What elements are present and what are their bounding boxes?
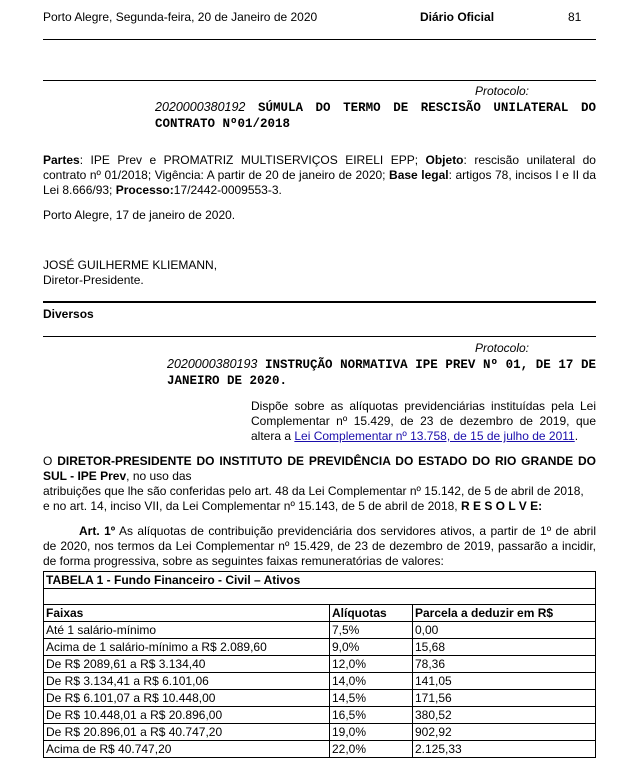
row-range: Acima de R$ 40.747,20 xyxy=(44,741,330,758)
notice1-protocol-label: Protocolo: xyxy=(474,84,529,98)
legal-basis-label: Base legal xyxy=(389,168,449,182)
article-1 xyxy=(43,524,596,569)
row-rate: 19,0% xyxy=(330,724,413,741)
contribution-rates-table xyxy=(43,571,596,758)
row-rate: 16,5% xyxy=(330,707,413,724)
row-range: De R$ 20.896,01 a R$ 40.747,20 xyxy=(44,724,330,741)
header-faixas: Faixas xyxy=(44,605,330,622)
notice2-intro xyxy=(43,454,596,514)
signer-name: JOSÉ GUILHERME KLIEMANN, xyxy=(43,258,218,272)
intro-rest: , no uso das xyxy=(126,469,192,483)
row-range: Acima de 1 salário-mínimo a R$ 2.089,60 xyxy=(44,639,330,656)
table-row xyxy=(44,724,596,741)
header-date: Porto Alegre, Segunda-feira, 20 de Janeiro de 2020 xyxy=(43,10,318,24)
notice2-protocol-number: 2020000380193 xyxy=(167,357,258,371)
signer-role: Diretor-Presidente. xyxy=(43,273,144,287)
row-deduction: 2.125,33 xyxy=(413,741,596,758)
row-rate: 14,5% xyxy=(330,690,413,707)
row-deduction: 15,68 xyxy=(413,639,596,656)
resolve-word: R E S O L V E: xyxy=(460,499,543,513)
law-link[interactable]: Lei Complementar nº 13.758, de 15 de julho de 2011 xyxy=(294,429,575,443)
table-title: TABELA 1 - Fundo Financeiro - Civil – Ativos xyxy=(44,572,596,589)
table-row xyxy=(44,656,596,673)
row-deduction: 380,52 xyxy=(413,707,596,724)
legal-basis-text: : artigos 78, incisos I e II da Lei 8.666/93; xyxy=(43,168,596,197)
intro-line3 xyxy=(43,499,596,514)
table-header-row xyxy=(44,605,596,622)
process-label: Processo: xyxy=(115,183,174,197)
row-rate: 12,0% xyxy=(330,656,413,673)
notice1-title: SÚMULA DO TERMO DE RESCISÃO UNILATERAL DO CONTRATO Nº01/2018 xyxy=(155,101,596,131)
header-rule xyxy=(43,39,596,40)
row-deduction: 902,92 xyxy=(413,724,596,741)
row-range: De R$ 2089,61 a R$ 3.134,40 xyxy=(44,656,330,673)
row-rate: 22,0% xyxy=(330,741,413,758)
notice2-title-block xyxy=(167,356,596,389)
section-title: Diversos xyxy=(43,307,94,321)
article-1-label: Art. 1º xyxy=(79,524,116,538)
intro-line2: atribuições que lhe são conferidas pelo art. 48 da Lei Complementar nº 15.142, de 5 de abril de 2018, xyxy=(43,484,584,498)
parts-label: Partes xyxy=(43,153,80,167)
row-range: De R$ 10.448,01 a R$ 20.896,00 xyxy=(44,707,330,724)
intro-line3-text: e no art. 14, inciso VII, da Lei Complementar nº 15.143, de 5 de abril de 2018, xyxy=(43,499,461,513)
table-row xyxy=(44,690,596,707)
object-text: : rescisão unilateral do contrato nº 01/2018; Vigência: A partir de 20 de janeiro de 2020; xyxy=(43,153,596,182)
table-title-row xyxy=(44,572,596,589)
row-rate: 7,5% xyxy=(330,622,413,639)
intro-start: O xyxy=(43,454,58,468)
table-row xyxy=(44,707,596,724)
row-rate: 14,0% xyxy=(330,673,413,690)
journal-name: Diário Oficial xyxy=(420,10,495,24)
notice1-place-date: Porto Alegre, 17 de janeiro de 2020. xyxy=(43,208,236,222)
table-spacer-row xyxy=(44,589,596,605)
notice2-protocol-label: Protocolo: xyxy=(474,341,529,355)
process-text: 17/2442-0009553-3. xyxy=(173,183,282,197)
row-deduction: 141,05 xyxy=(413,673,596,690)
parts-text: : IPE Prev e PROMATRIZ MULTISERVIÇOS EIRELI EPP; xyxy=(79,153,426,167)
row-deduction: 171,56 xyxy=(413,690,596,707)
page-number: 81 xyxy=(568,10,582,24)
object-label: Objeto xyxy=(425,153,464,167)
table-row xyxy=(44,622,596,639)
article-1-text: As alíquotas de contribuição previdenciária dos servidores ativos, a partir de 1º de abril de 2020, nos termos da Lei Complementar nº 15.429, de 23 de dezembro de 2019, passarão a incidir, de forma progressiva, sobre as seguintes faixas remuneratórias de valores: xyxy=(43,524,596,568)
notice1-title-block xyxy=(155,99,596,132)
notice2-summary xyxy=(251,399,596,444)
intro-line1 xyxy=(43,454,596,484)
summary-end: . xyxy=(574,429,579,443)
row-rate: 9,0% xyxy=(330,639,413,656)
table-row xyxy=(44,673,596,690)
intro-authority: DIRETOR-PRESIDENTE DO INSTITUTO DE PREVIDÊNCIA DO ESTADO DO RIO GRANDE DO SUL - IPE Prev xyxy=(43,454,597,483)
header-parcela: Parcela a deduzir em R$ xyxy=(413,605,596,622)
table-row xyxy=(44,741,596,758)
notice1-body xyxy=(43,153,596,198)
notice1-top-rule xyxy=(43,80,596,81)
section-bottom-rule xyxy=(43,336,596,337)
row-range: De R$ 6.101,07 a R$ 10.448,00 xyxy=(44,690,330,707)
summary-text: Dispõe sobre as alíquotas previdenciárias instituídas pela Lei Complementar nº 15.429, de 23 de dezembro de 2019, que altera a xyxy=(251,399,596,443)
table-row xyxy=(44,639,596,656)
section-top-rule xyxy=(43,301,596,303)
row-deduction: 78,36 xyxy=(413,656,596,673)
row-range: Até 1 salário-mínimo xyxy=(44,622,330,639)
header-aliquotas: Alíquotas xyxy=(330,605,413,622)
row-deduction: 0,00 xyxy=(413,622,596,639)
notice1-protocol-number: 2020000380192 xyxy=(155,100,246,114)
row-range: De R$ 3.134,41 a R$ 6.101,06 xyxy=(44,673,330,690)
notice2-title: INSTRUÇÃO NORMATIVA IPE PREV Nº 01, DE 17 DE JANEIRO DE 2020. xyxy=(167,358,596,388)
